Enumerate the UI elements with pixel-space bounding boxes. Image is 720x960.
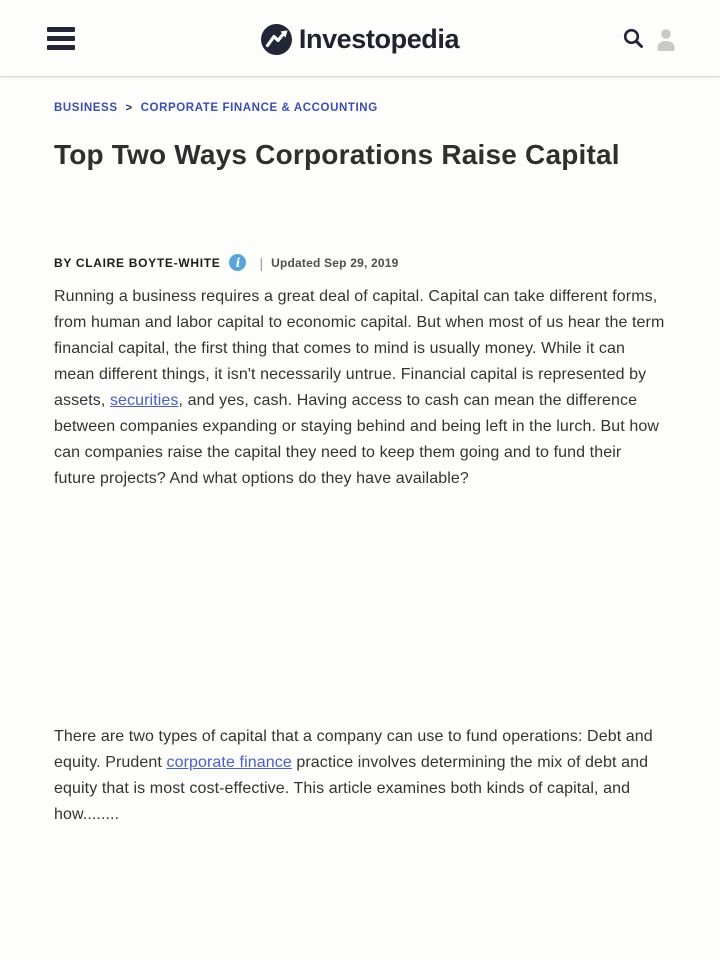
person-icon xyxy=(654,26,678,52)
search-icon xyxy=(622,27,646,51)
paragraph-2-text-before: There are two types of capital that a company can use to fund operations: Debt and equity. Prudent xyxy=(54,728,653,771)
logo-wordmark: Investopedia xyxy=(298,23,460,54)
paragraph-2-text-after: practice involves determining the mix of debt and equity that is most cost-effective. This article examines both kinds of capital, and how........ xyxy=(54,754,649,823)
byline-updated-date: Updated Sep 29, 2019 xyxy=(271,255,399,270)
byline-author[interactable]: BY CLAIRE BOYTE-WHITE xyxy=(54,255,221,270)
article-paragraph-2 xyxy=(54,724,666,828)
page-title: Top Two Ways Corporations Raise Capital xyxy=(54,139,620,170)
author-info-icon[interactable]: i xyxy=(229,254,246,271)
breadcrumb-corporate-finance[interactable]: CORPORATE FINANCE & ACCOUNTING xyxy=(140,102,378,114)
securities-link[interactable]: securities xyxy=(109,392,179,409)
profile-button[interactable] xyxy=(654,26,678,52)
byline-separator: | xyxy=(259,254,264,271)
corporate-finance-link[interactable]: corporate finance xyxy=(166,754,292,771)
breadcrumb-business[interactable]: BUSINESS xyxy=(54,102,118,114)
investopedia-logo[interactable] xyxy=(261,24,459,55)
article-page xyxy=(0,77,720,828)
byline xyxy=(54,254,666,271)
hamburger-icon xyxy=(47,27,75,32)
investopedia-logo-icon xyxy=(261,24,292,55)
menu-button[interactable] xyxy=(47,27,75,50)
breadcrumb xyxy=(54,77,666,114)
search-button[interactable] xyxy=(622,27,646,51)
paragraph-1-text-before: Running a business requires a great deal of capital. Capital can take different forms, from human and labor capital to economic capital. But when most of us hear the term financial capital, the first thing that comes to mind is usually money. While it can mean different things, it isn't necessarily untrue. Financial capital is represented by assets, xyxy=(54,288,665,409)
header-actions xyxy=(622,0,678,77)
paragraph-1-text-after: , and yes, cash. Having access to cash can mean the difference between companies expanding or staying behind and being left in the lurch. But how can companies raise the capital they need to keep them going and to fund their future projects? And what options do they have available? xyxy=(54,392,660,487)
breadcrumb-separator-icon: > xyxy=(125,102,133,114)
site-header xyxy=(0,0,720,77)
article-paragraph-1 xyxy=(54,284,666,492)
